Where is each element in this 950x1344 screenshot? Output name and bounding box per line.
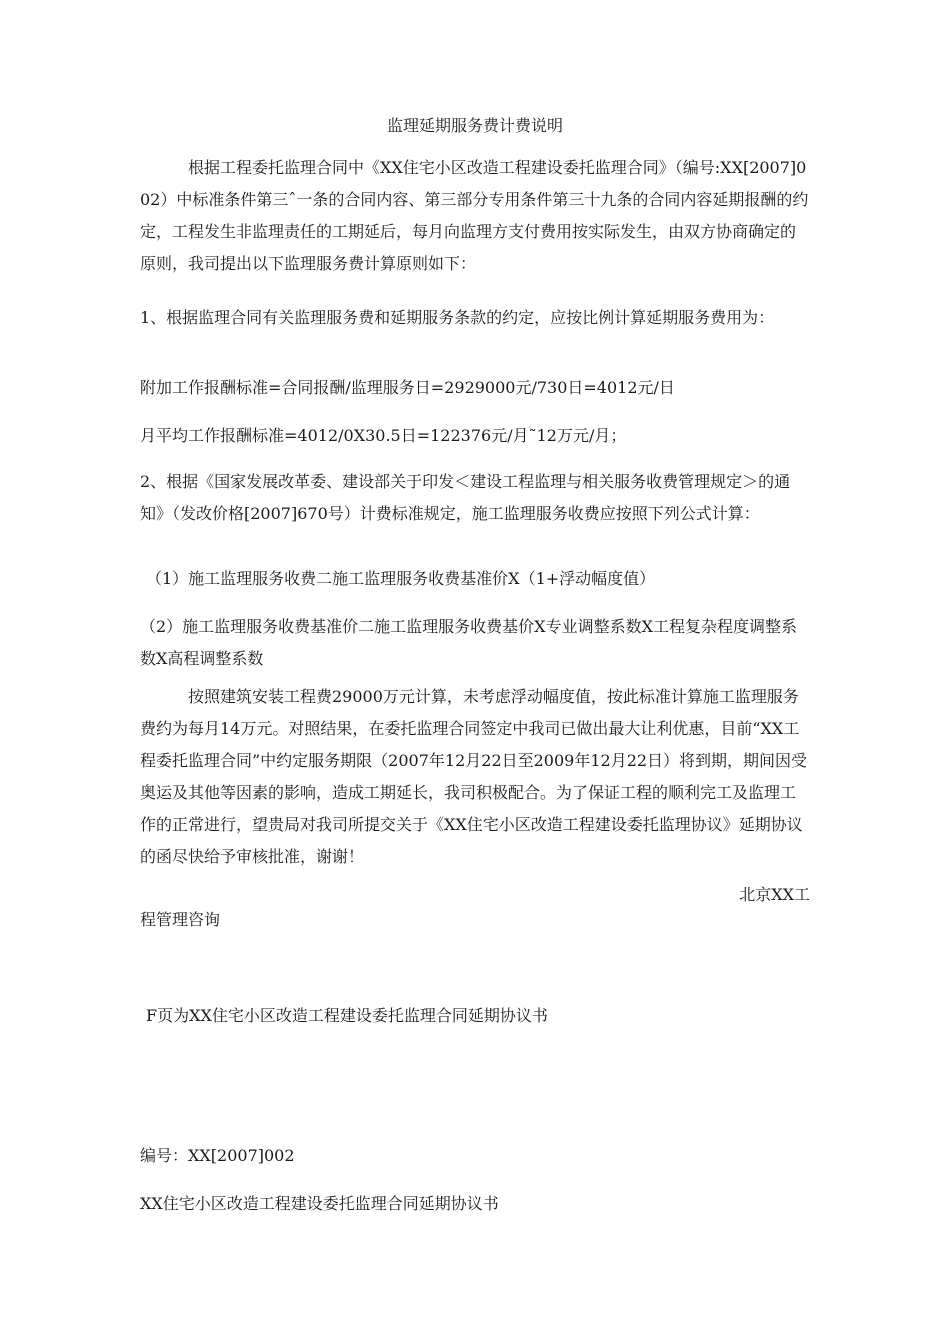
intro-paragraph: 根据工程委托监理合同中《XX住宅小区改造工程建设委托监理合同》（编号:XX[2007]002）中标准条件第三ˆ一条的合同内容、第三部分专用条件第三十九条的合同内容延期报酬的约定，工程发生非监理责任的工期延后，每月向监理方支付费用按实际发生，由双方协商确定的原则，我司提出以下监理服务费计算原则如下： <box>140 158 809 273</box>
signature-line-1: 北京XX工 <box>739 885 810 904</box>
item-1-paragraph: 1、根据监理合同有关监理服务费和延期服务条款的约定，应按比例计算延期服务费用为： <box>140 308 775 327</box>
sub-item-2: （2）施工监理服务收费基准价二施工监理服务收费基价X专业调整系数X工程复杂程度调整系数X高程调整系数 <box>140 617 797 668</box>
signature-line-2: 程管理咨询 <box>140 910 221 929</box>
document-title: 监理延期服务费计费说明 <box>386 116 563 135</box>
item-2-paragraph: 2、根据《国家发展改革委、建设部关于印发＜建设工程监理与相关服务收费管理规定＞的通知》（发改价格[2007]670号）计费标准规定，施工监理服务收费应按照下列公式计算： <box>140 472 791 523</box>
sub-item-1: （1）施工监理服务收费二施工监理服务收费基准价X（1+浮动幅度值） <box>146 569 656 588</box>
formula-daily-rate: 附加工作报酬标准=合同报酬/监理服务日=2929000元/730日=4012元/日 <box>140 378 675 397</box>
agreement-number: 编号：XX[2007]002 <box>140 1146 295 1165</box>
next-page-note: F页为XX住宅小区改造工程建设委托监理合同延期协议书 <box>146 1006 548 1025</box>
formula-monthly-rate: 月平均工作报酬标准=4012/0X30.5日=122376元/月˜12万元/月； <box>140 426 627 445</box>
agreement-title: XX住宅小区改造工程建设委托监理合同延期协议书 <box>140 1194 499 1213</box>
conclusion-paragraph: 按照建筑安装工程费29000万元计算，未考虑浮动幅度值，按此标准计算施工监理服务费约为每月14万元。对照结果，在委托监理合同签定中我司已做出最大让利优惠，目前“XX工程委托监理合同”中约定服务期限（2007年12月22日至2009年12月22日）将到期，期间因受奥运及其他等因素的影响，造成工期延长，我司积极配合。为了保证工程的顺利完工及监理工作的正常进行，望贵局对我司所提交关于《XX住宅小区改造工程建设委托监理协议》延期协议的函尽快给予审核批准，谢谢！ <box>140 687 808 866</box>
